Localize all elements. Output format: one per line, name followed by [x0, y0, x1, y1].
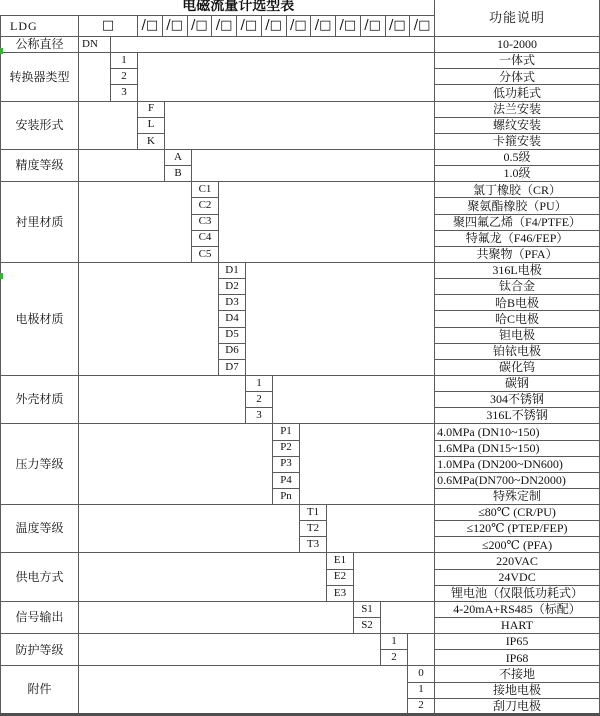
option-checkbox-strip: [138, 15, 435, 36]
function-cell: 锂电池（仅限低功耗式）: [435, 585, 600, 601]
function-cell: 304不锈钢: [435, 392, 600, 408]
code-cell: D3: [219, 295, 246, 311]
group-label: 防护等级: [1, 634, 79, 666]
code-cell: E2: [327, 569, 354, 585]
gap-cell: [79, 666, 408, 715]
function-cell: 卡箍安装: [435, 133, 600, 149]
function-cell: IP68: [435, 650, 600, 666]
code-cell: E1: [327, 553, 354, 569]
function-cell: 316L不锈钢: [435, 408, 600, 424]
function-cell: 220VAC: [435, 553, 600, 569]
code-cell: 1: [111, 53, 138, 69]
group-label: 温度等级: [1, 505, 79, 553]
function-cell: 氯丁橡胶（CR）: [435, 182, 600, 198]
gap-cell: [300, 424, 435, 505]
function-cell: HART: [435, 618, 600, 634]
gap-cell: [327, 505, 435, 553]
option-checkbox: /□: [336, 16, 361, 36]
table-row: [1, 505, 600, 521]
function-cell: 1.6MPa (DN15~150): [435, 440, 600, 456]
function-cell: 分体式: [435, 69, 600, 85]
code-cell: 1: [381, 634, 408, 650]
group-label: 供电方式: [1, 553, 79, 601]
gap-cell: [246, 262, 435, 375]
code-cell: D4: [219, 311, 246, 327]
code-cell: T2: [300, 521, 327, 537]
scan-artifact: [0, 48, 3, 54]
group-label: 信号输出: [1, 601, 79, 633]
code-cell: S2: [354, 618, 381, 634]
gap-cell: [408, 634, 435, 666]
function-cell: 1.0MPa (DN200~DN600): [435, 456, 600, 472]
code-cell: P3: [273, 456, 300, 472]
code-cell: 2: [111, 69, 138, 85]
function-cell: 哈C电极: [435, 311, 600, 327]
function-cell: 316L电极: [435, 262, 600, 278]
option-checkbox: /□: [138, 16, 163, 36]
table-row: [1, 0, 600, 15]
group-label: 转换器类型: [1, 53, 79, 101]
option-checkbox: /□: [163, 16, 188, 36]
code-cell: P2: [273, 440, 300, 456]
function-cell: 4-20mA+RS485（标配）: [435, 601, 600, 617]
function-cell: 特氟龙（F46/FEP）: [435, 230, 600, 246]
function-cell: 1.0级: [435, 166, 600, 182]
group-label: 压力等级: [1, 424, 79, 505]
gap-cell: [79, 634, 381, 666]
group-label: 安装形式: [1, 101, 79, 149]
function-cell: 聚氨酯橡胶（PU）: [435, 198, 600, 214]
gap-cell: [192, 149, 435, 181]
group-label: 外壳材质: [1, 375, 79, 423]
gap-cell: [273, 375, 435, 423]
function-cell: 10-2000: [435, 36, 600, 52]
function-column-header: 功能说明: [435, 0, 600, 36]
gap-cell: [79, 101, 138, 149]
function-cell: 碳化钨: [435, 359, 600, 375]
code-cell: 3: [246, 408, 273, 424]
code-cell: L: [138, 117, 165, 133]
code-cell: 0: [408, 666, 435, 682]
function-cell: 法兰安装: [435, 101, 600, 117]
code-cell: K: [138, 133, 165, 149]
gap-cell: [165, 101, 435, 149]
gap-cell: [79, 262, 219, 375]
code-cell: 3: [111, 85, 138, 101]
function-cell: 铂铱电极: [435, 343, 600, 359]
function-cell: 0.5级: [435, 149, 600, 165]
code-cell: T3: [300, 537, 327, 553]
page-title: 电磁流量计选型表: [1, 0, 435, 15]
function-cell: ≤120℃ (PTEP/FEP): [435, 521, 600, 537]
code-cell: F: [138, 101, 165, 117]
function-cell: 钽电极: [435, 327, 600, 343]
code-cell: C3: [192, 214, 219, 230]
gap-cell: [79, 53, 111, 101]
group-label: 公称直径: [1, 36, 79, 52]
table-row: [1, 553, 600, 569]
scan-artifact: [0, 273, 3, 279]
gap-cell: [79, 149, 165, 181]
table-row: [1, 182, 600, 198]
code-cell: C5: [192, 246, 219, 262]
table-row: [1, 262, 600, 278]
code-cell: P4: [273, 472, 300, 488]
code-cell: 1: [408, 682, 435, 698]
function-cell: 不接地: [435, 666, 600, 682]
gap-cell: [354, 553, 435, 601]
table-row: [1, 53, 600, 69]
gap-cell: [138, 53, 435, 101]
code-cell: D6: [219, 343, 246, 359]
size-checkbox: □: [79, 15, 138, 36]
function-cell: 4.0MPa (DN10~150): [435, 424, 600, 440]
code-cell: 2: [408, 698, 435, 714]
code-cell: C2: [192, 198, 219, 214]
option-checkbox: /□: [237, 16, 262, 36]
group-label: 精度等级: [1, 149, 79, 181]
gap-cell: [219, 182, 435, 263]
option-checkbox: /□: [386, 16, 411, 36]
code-cell: C1: [192, 182, 219, 198]
code-cell: D7: [219, 359, 246, 375]
gap-cell: [111, 36, 435, 52]
gap-cell: [79, 601, 354, 633]
code-cell: P1: [273, 424, 300, 440]
ldg-label: LDG: [1, 15, 79, 36]
code-cell: S1: [354, 601, 381, 617]
function-cell: 0.6MPa(DN700~DN2000): [435, 472, 600, 488]
function-cell: 聚四氟乙烯（F4/PTFE）: [435, 214, 600, 230]
group-label: 电极材质: [1, 262, 79, 375]
function-cell: 碳钢: [435, 375, 600, 391]
option-checkboxes: [138, 16, 434, 36]
table-row: [1, 101, 600, 117]
function-cell: 特殊定制: [435, 488, 600, 504]
function-cell: IP65: [435, 634, 600, 650]
group-label: 衬里材质: [1, 182, 79, 263]
option-checkbox: /□: [262, 16, 287, 36]
table-row: [1, 149, 600, 165]
function-cell: 低功耗式: [435, 85, 600, 101]
function-cell: 刮刀电极: [435, 698, 600, 714]
code-cell: A: [165, 149, 192, 165]
group-label: 附件: [1, 666, 79, 715]
function-cell: 接地电极: [435, 682, 600, 698]
gap-cell: [79, 424, 273, 505]
table-row: [1, 601, 600, 617]
gap-cell: [79, 375, 246, 423]
code-cell: 2: [381, 650, 408, 666]
function-cell: ≤80℃ (CR/PU): [435, 505, 600, 521]
table-row: [1, 424, 600, 440]
function-cell: 24VDC: [435, 569, 600, 585]
table-row: [1, 36, 600, 52]
code-cell: D5: [219, 327, 246, 343]
function-cell: ≤200℃ (PFA): [435, 537, 600, 553]
gap-cell: [79, 553, 327, 601]
option-checkbox: /□: [413, 18, 431, 34]
option-checkbox: /□: [287, 16, 312, 36]
function-cell: 一体式: [435, 53, 600, 69]
code-cell: 2: [246, 392, 273, 408]
code-cell: D1: [219, 262, 246, 278]
code-cell: B: [165, 166, 192, 182]
table-row: [1, 666, 600, 682]
gap-cell: [79, 182, 192, 263]
option-checkbox: /□: [188, 16, 213, 36]
option-checkbox: /□: [212, 16, 237, 36]
code-cell: T1: [300, 505, 327, 521]
function-cell: 螺纹安装: [435, 117, 600, 133]
table-row: [1, 375, 600, 391]
gap-cell: [381, 601, 435, 633]
code-cell: C4: [192, 230, 219, 246]
function-cell: 钛合金: [435, 279, 600, 295]
table-row: [1, 634, 600, 650]
option-checkbox: /□: [361, 16, 386, 36]
function-cell: 共聚物（PFA）: [435, 246, 600, 262]
gap-cell: [79, 505, 300, 553]
code-cell: E3: [327, 585, 354, 601]
code-cell: Pn: [273, 488, 300, 504]
code-cell: DN: [79, 36, 111, 52]
option-checkbox: /□: [311, 16, 336, 36]
code-cell: 1: [246, 375, 273, 391]
code-cell: D2: [219, 279, 246, 295]
function-cell: 哈B电极: [435, 295, 600, 311]
